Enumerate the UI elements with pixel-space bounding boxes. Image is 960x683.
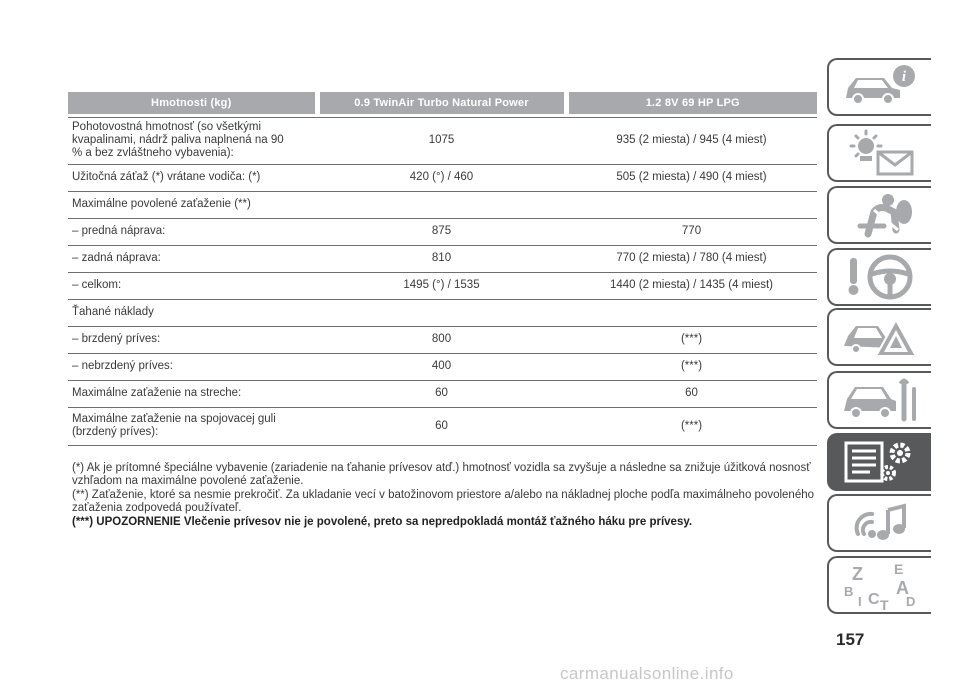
car-maintenance-icon xyxy=(838,375,922,425)
page-number: 157 xyxy=(836,630,865,649)
index-letter: C xyxy=(868,591,880,608)
table-header-row xyxy=(68,92,817,114)
index-letter: I xyxy=(858,594,862,609)
row-value-lpg: 935 (2 miesta) / 945 (4 miest) xyxy=(566,117,817,164)
row-value-lpg: (***) xyxy=(566,407,817,445)
row-value-lpg: 505 (2 miesta) / 490 (4 miest) xyxy=(566,164,817,191)
header-weights: Hmotnosti (kg) xyxy=(68,92,317,114)
table-row xyxy=(68,272,817,299)
weights-table xyxy=(68,92,817,446)
tab-warning-lights[interactable] xyxy=(827,124,931,182)
car-info-icon xyxy=(838,62,922,112)
table-row xyxy=(68,218,817,245)
index-letter: D xyxy=(906,594,916,609)
tab-index[interactable] xyxy=(827,556,931,614)
technical-data-gear-icon xyxy=(838,437,922,487)
index-letter: Z xyxy=(852,564,863,584)
tab-safety[interactable] xyxy=(827,186,931,244)
row-value-twinair: 1495 (°) / 1535 xyxy=(317,272,566,299)
tab-steering[interactable] xyxy=(827,248,931,306)
row-value-twinair: 1075 xyxy=(317,117,566,164)
steering-wheel-icon xyxy=(838,252,922,302)
row-value-lpg xyxy=(566,191,817,218)
row-label: Užitočná záťaž (*) vrátane vodiča: (*) xyxy=(68,164,317,191)
footnote-2: (**) Zaťaženie, ktoré sa nesmie prekročiť. Za ukladanie vecí v batožinovom priestore a/alebo na nákladnej ploche podľa maximálneho povoleného zaťaženia zodpovedá používateľ. xyxy=(72,488,815,515)
table-row xyxy=(68,353,817,380)
multimedia-icon xyxy=(838,498,922,548)
warning-lights-icon xyxy=(838,128,922,178)
row-label: – celkom: xyxy=(68,272,317,299)
header-twinair: 0.9 TwinAir Turbo Natural Power xyxy=(317,92,566,114)
row-label: – brzdený príves: xyxy=(68,326,317,353)
tab-maintenance[interactable] xyxy=(827,371,931,429)
row-value-twinair: 400 xyxy=(317,353,566,380)
row-label: Maximálne zaťaženie na streche: xyxy=(68,380,317,407)
index-letter: E xyxy=(894,561,904,577)
table-row xyxy=(68,245,817,272)
row-label: – zadná náprava: xyxy=(68,245,317,272)
row-value-twinair: 810 xyxy=(317,245,566,272)
index-letter: B xyxy=(844,584,854,599)
footnotes xyxy=(72,462,817,529)
row-value-twinair: 800 xyxy=(317,326,566,353)
svg-text:i: i xyxy=(901,69,907,85)
row-value-lpg: 770 xyxy=(566,218,817,245)
safety-airbag-icon xyxy=(838,190,922,240)
row-label: Maximálne povolené zaťaženie (**) xyxy=(68,191,317,218)
row-value-lpg: 60 xyxy=(566,380,817,407)
emergency-icon xyxy=(838,312,922,362)
row-value-lpg xyxy=(566,299,817,326)
tab-technical-data[interactable] xyxy=(827,433,931,491)
table-row xyxy=(68,299,817,326)
index-letter: A xyxy=(896,578,909,598)
tab-multimedia[interactable] xyxy=(827,494,931,552)
watermark: carmanualsonline.info xyxy=(560,664,734,683)
tab-car-info[interactable] xyxy=(827,58,931,116)
row-label: – nebrzdený príves: xyxy=(68,353,317,380)
row-value-twinair: 420 (°) / 460 xyxy=(317,164,566,191)
row-value-lpg: (***) xyxy=(566,326,817,353)
table-row xyxy=(68,326,817,353)
row-value-lpg: 1440 (2 miesta) / 1435 (4 miest) xyxy=(566,272,817,299)
header-lpg: 1.2 8V 69 HP LPG xyxy=(566,92,817,114)
footnote-1: (*) Ak je prítomné špeciálne vybavenie (zariadenie na ťahanie prívesov atď.) hmotnosť vozidla sa zvyšuje a následne sa znižuje úžitková nosnosť vzhľadom na maximálne povolené zaťaženie. xyxy=(72,462,811,488)
table-row xyxy=(68,117,817,164)
tab-emergency[interactable] xyxy=(827,308,931,366)
row-value-twinair: 60 xyxy=(317,407,566,445)
row-label: Pohotovostná hmotnosť (so všetkými kvapalinami, nádrž paliva naplnená na 90 % a bez zvláštneho vybavenia): xyxy=(68,117,317,164)
row-value-lpg: (***) xyxy=(566,353,817,380)
row-value-twinair xyxy=(317,191,566,218)
row-label: Maximálne zaťaženie na spojovacej guli (brzdený príves): xyxy=(68,407,317,445)
index-letters-icon xyxy=(838,560,922,610)
row-label: – predná náprava: xyxy=(68,218,317,245)
row-value-twinair: 875 xyxy=(317,218,566,245)
table-row xyxy=(68,407,817,445)
table-row xyxy=(68,380,817,407)
footnote-warning: (***) UPOZORNENIE Vlečenie prívesov nie je povolené, preto sa nepredpokladá montáž ťažného háku pre prívesy. xyxy=(72,515,693,528)
row-value-lpg: 770 (2 miesta) / 780 (4 miest) xyxy=(566,245,817,272)
table-row xyxy=(68,191,817,218)
table-row xyxy=(68,164,817,191)
index-letter: T xyxy=(880,597,889,610)
row-value-twinair: 60 xyxy=(317,380,566,407)
row-label: Ťahané náklady xyxy=(68,299,317,326)
row-value-twinair xyxy=(317,299,566,326)
